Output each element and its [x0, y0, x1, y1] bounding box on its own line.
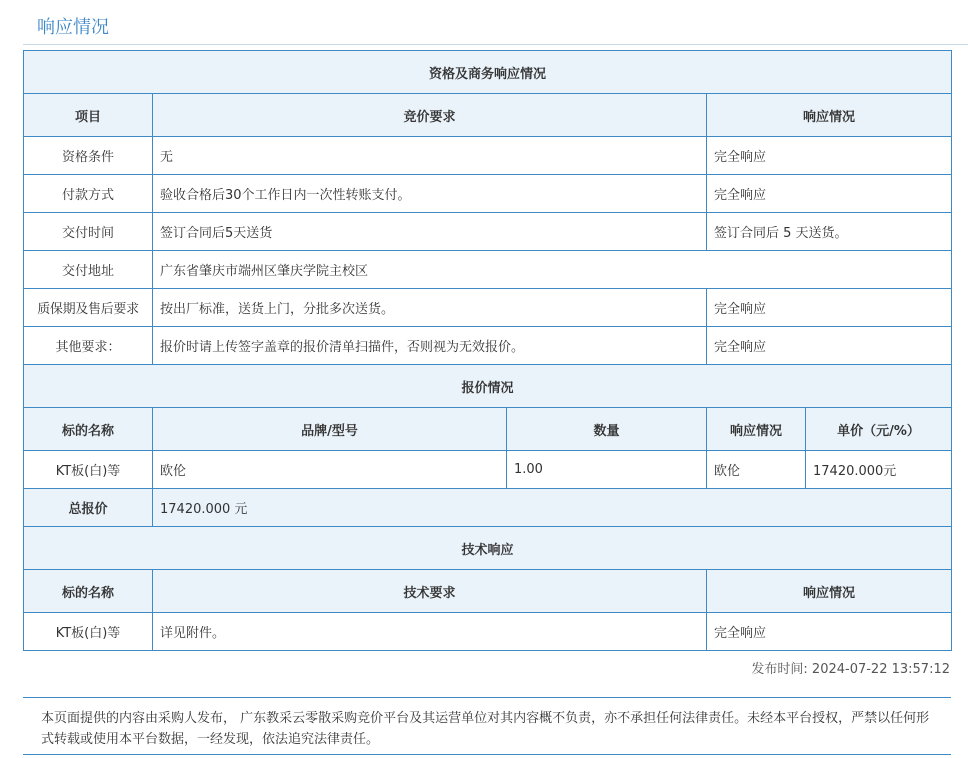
table-header-row	[24, 570, 952, 613]
row-response: 签订合同后 5 天送货。	[707, 213, 952, 251]
row-price: 17420.000元	[806, 451, 952, 489]
title-divider	[23, 44, 968, 45]
table-row	[24, 451, 952, 489]
row-response: 完全响应	[707, 613, 952, 651]
section-header-technical	[24, 527, 952, 570]
row-requirement: 详见附件。	[153, 613, 707, 651]
row-requirement: 验收合格后30个工作日内一次性转账支付。	[153, 175, 707, 213]
row-requirement: 广东省肇庆市端州区肇庆学院主校区	[153, 251, 952, 289]
row-response: 欧伦	[707, 451, 806, 489]
row-label: 其他要求：	[24, 327, 153, 365]
row-label: 付款方式	[24, 175, 153, 213]
table-row	[24, 613, 952, 651]
row-requirement: 签订合同后5天送货	[153, 213, 707, 251]
section-title-qualification: 资格及商务响应情况	[24, 51, 952, 94]
col-header-price: 单价（元/%）	[806, 408, 952, 451]
row-response: 完全响应	[707, 327, 952, 365]
row-name: KT板(白)等	[24, 451, 153, 489]
total-value: 17420.000 元	[153, 489, 952, 527]
table-row	[24, 175, 952, 213]
row-label: 交付地址	[24, 251, 153, 289]
row-name: KT板(白)等	[24, 613, 153, 651]
section-header-qualification	[24, 51, 952, 94]
page-title: 响应情况	[37, 17, 109, 38]
table-row	[24, 327, 952, 365]
row-brand: 欧伦	[153, 451, 507, 489]
row-label: 交付时间	[24, 213, 153, 251]
table-row	[24, 251, 952, 289]
table-header-row	[24, 408, 952, 451]
row-response: 完全响应	[707, 137, 952, 175]
table-header-row	[24, 94, 952, 137]
section-header-quote	[24, 365, 952, 408]
row-qty: 1.00	[507, 451, 707, 489]
response-table	[23, 50, 952, 651]
row-requirement: 报价时请上传签字盖章的报价清单扫描件，否则视为无效报价。	[153, 327, 707, 365]
col-header-requirement: 技术要求	[153, 570, 707, 613]
row-label: 质保期及售后要求	[24, 289, 153, 327]
col-header-response: 响应情况	[707, 94, 952, 137]
col-header-response: 响应情况	[707, 408, 806, 451]
disclaimer-text: 本页面提供的内容由采购人发布， 广东教采云零散采购竞价平台及其运营单位对其内容概不负责，亦不承担任何法律责任。未经本平台授权，严禁以任何形式转载或使用本平台数据，一经发现，依法追究法律责任。	[23, 697, 951, 755]
col-header-qty: 数量	[507, 408, 707, 451]
row-response: 完全响应	[707, 175, 952, 213]
section-title-technical: 技术响应	[24, 527, 952, 570]
publish-time: 发布时间: 2024-07-22 13:57:12	[751, 662, 950, 677]
row-requirement: 按出厂标准，送货上门，分批多次送货。	[153, 289, 707, 327]
row-requirement: 无	[153, 137, 707, 175]
section-title-quote: 报价情况	[24, 365, 952, 408]
col-header-item: 项目	[24, 94, 153, 137]
total-label: 总报价	[24, 489, 153, 527]
table-row	[24, 289, 952, 327]
col-header-requirement: 竞价要求	[153, 94, 707, 137]
col-header-name: 标的名称	[24, 408, 153, 451]
table-row	[24, 213, 952, 251]
col-header-response: 响应情况	[707, 570, 952, 613]
col-header-brand: 品牌/型号	[153, 408, 507, 451]
col-header-name: 标的名称	[24, 570, 153, 613]
row-response: 完全响应	[707, 289, 952, 327]
table-row	[24, 137, 952, 175]
row-label: 资格条件	[24, 137, 153, 175]
total-row	[24, 489, 952, 527]
